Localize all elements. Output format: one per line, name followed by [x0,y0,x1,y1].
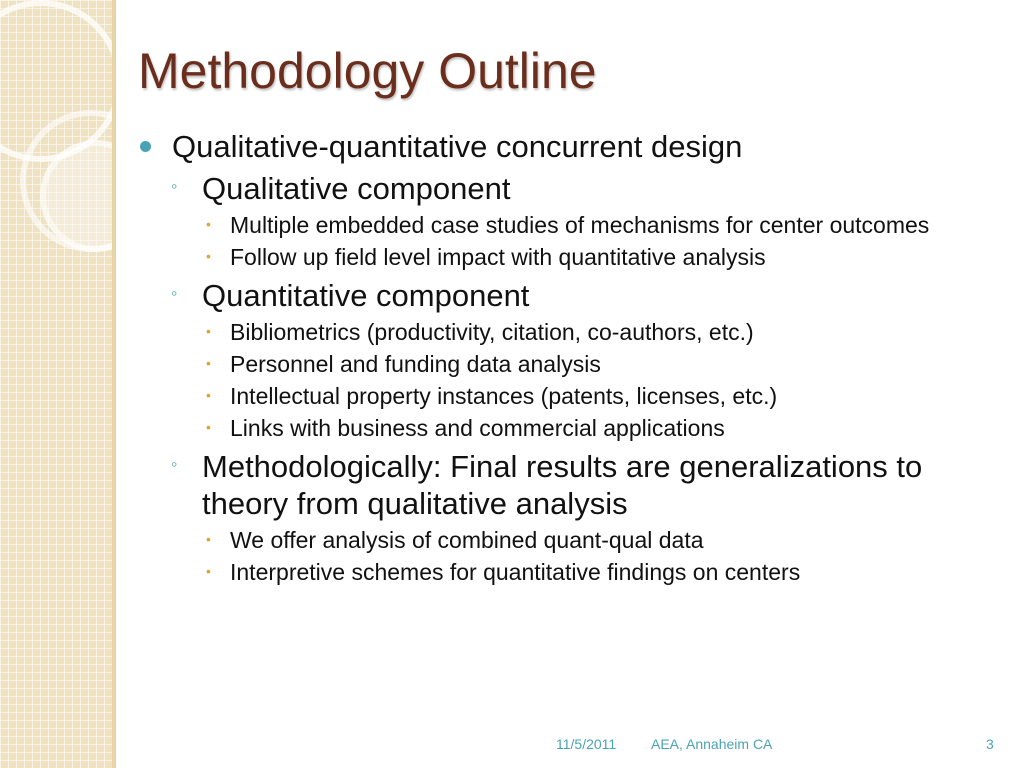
bullet-text: Qualitative component [202,171,511,206]
bullet-text: Methodologically: Final results are generalizations to theory from qualitative analysis [202,449,923,521]
dot-bullet-icon: • [206,248,211,264]
decorative-sidebar [0,0,112,768]
bullet-text: Multiple embedded case studies of mechanisms for center outcomes [230,212,930,238]
bullet-text: Follow up field level impact with quantitative analysis [230,244,766,270]
circle-bullet-icon: ◦ [171,283,178,303]
bullet-level3 [140,350,990,378]
bullet-level3 [140,318,990,346]
bullet-level1 [140,126,990,168]
bullet-text: Qualitative-quantitative concurrent design [172,129,743,164]
sidebar-edge [112,0,116,768]
bullet-level2 [140,170,990,207]
page-number: 3 [986,736,994,752]
dot-bullet-icon: • [206,387,211,403]
bullet-text: Interpretive schemes for quantitative findings on centers [230,559,801,585]
bullet-level3 [140,414,990,442]
bullet-level3 [140,382,990,410]
bullet-level3 [140,211,990,239]
bullet-level3 [140,526,990,554]
bullet-dot-icon [140,141,151,152]
bullet-text: Links with business and commercial applications [230,415,725,441]
dot-bullet-icon: • [206,355,211,371]
dot-bullet-icon: • [206,563,211,579]
dot-bullet-icon: • [206,323,211,339]
circle-bullet-icon: ◦ [171,176,178,196]
bullet-level3 [140,243,990,271]
bullet-text: Bibliometrics (productivity, citation, co-authors, etc.) [230,319,754,345]
bullet-level2 [140,277,990,314]
bullet-level3 [140,558,990,586]
footer-date: 11/5/2011 [556,736,617,752]
dot-bullet-icon: • [206,531,211,547]
bullet-text: Personnel and funding data analysis [230,351,601,377]
circle-bullet-icon: ◦ [171,454,178,474]
dot-bullet-icon: • [206,216,211,232]
slide-title: Methodology Outline [138,43,597,99]
bullet-text: Intellectual property instances (patents, licenses, etc.) [230,383,778,409]
footer-event: AEA, Annaheim CA [651,736,773,752]
dot-bullet-icon: • [206,419,211,435]
bullet-text: Quantitative component [202,278,530,313]
bullet-level2 [140,448,990,522]
slide-content [140,126,990,586]
bullet-text: We offer analysis of combined quant-qual data [230,527,704,553]
